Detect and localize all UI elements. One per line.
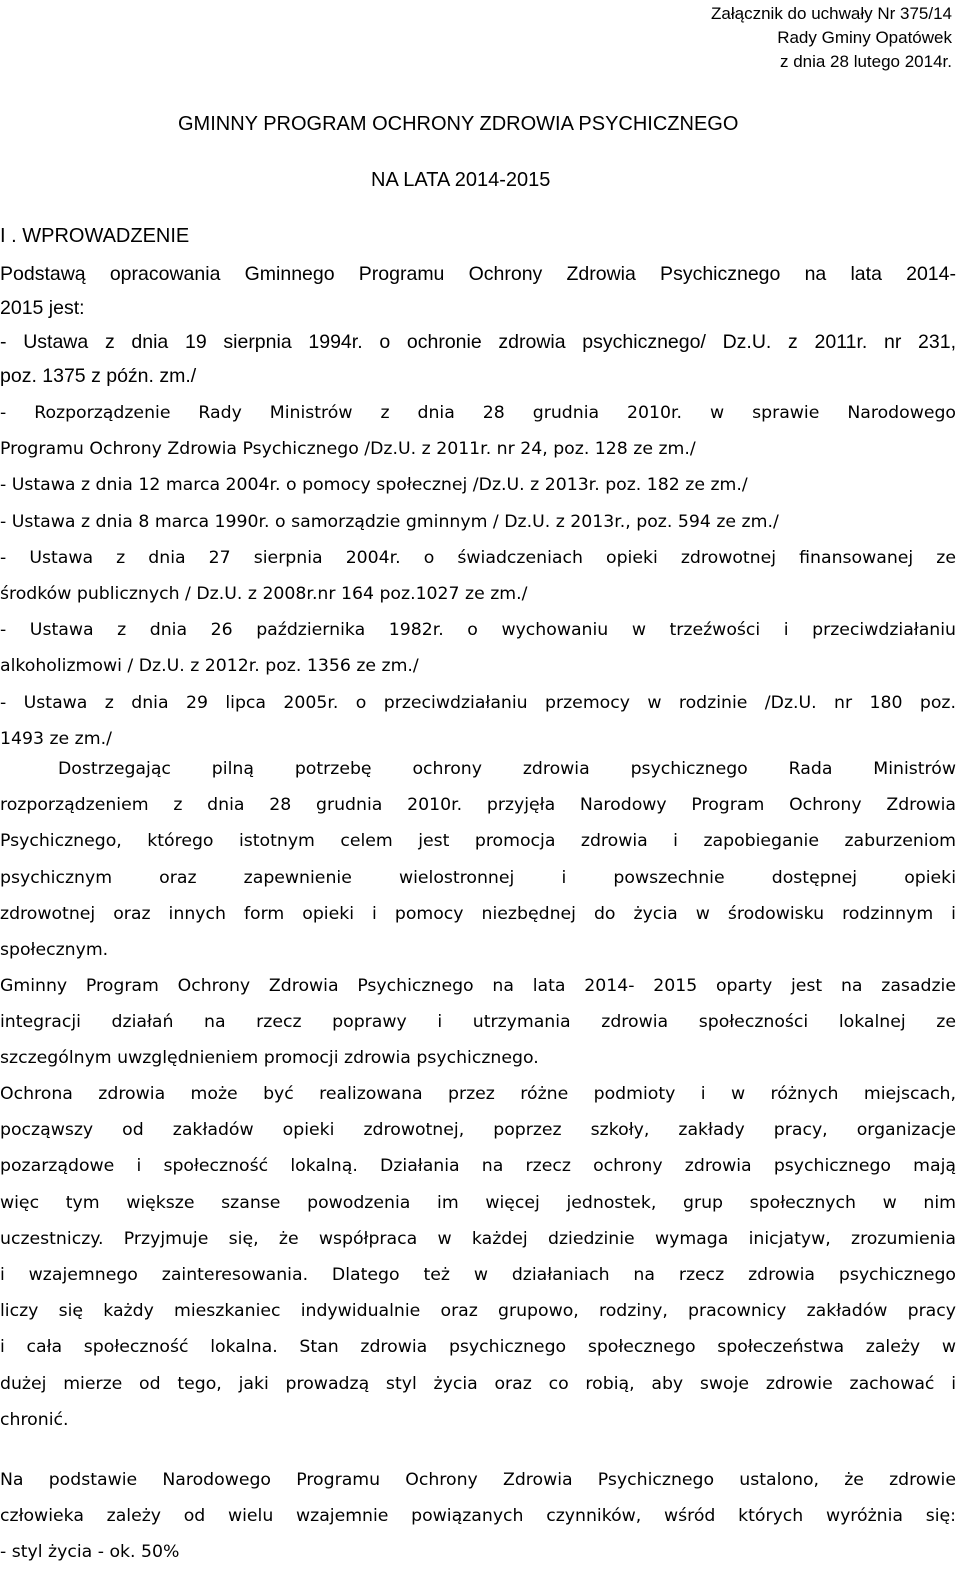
paragraph-line: dużej mierze od tego, jaki prowadzą styl życia oraz co robią, aby swoje zdrowie zachować i (0, 1373, 956, 1394)
intro-line: Podstawą opracowania Gminnego Programu Ochrony Zdrowia Psychicznego na lata 2014- (0, 263, 956, 285)
legal-act-line: - Ustawa z dnia 27 sierpnia 2004r. o świadczeniach opieki zdrowotnej finansowanej ze (0, 547, 956, 568)
legal-act-line: - Ustawa z dnia 12 marca 2004r. o pomocy społecznej /Dz.U. z 2013r. poz. 182 ze zm./ (0, 475, 748, 496)
legal-act-line: 1493 ze zm./ (0, 728, 112, 749)
paragraph-health-factors (0, 1462, 956, 1571)
paragraph-line: i wzajemnego zainteresowania. Dlatego też w działaniach na rzecz zdrowia psychicznego (0, 1265, 956, 1286)
paragraph-line: i cała społeczność lokalna. Stan zdrowia psychicznego społecznego społeczeństwa zależy w (0, 1337, 956, 1358)
paragraph-program-basis (0, 968, 956, 1077)
legal-act-line: - Ustawa z dnia 26 października 1982r. o wychowaniu w trzeźwości i przeciwdziałaniu (0, 620, 956, 641)
intro-text (0, 257, 956, 393)
paragraph-line: zdrowotnej oraz innych form opieki i pomocy niezbędnej do życia w środowisku rodzinnym i (0, 903, 956, 924)
paragraph-line: - styl życia - ok. 50% (0, 1542, 180, 1563)
paragraph-line: Dostrzegając pilną potrzebę ochrony zdrowia psychicznego Rada Ministrów (58, 759, 956, 779)
legal-act-line: - Ustawa z dnia 29 lipca 2005r. o przeciwdziałaniu przemocy w rodzinie /Dz.U. nr 180 poz. (0, 692, 956, 713)
paragraph-line: więc tym większe szanse powodzenia im więcej jednostek, grup społecznych w nim (0, 1192, 956, 1213)
document-subtitle: NA LATA 2014-2015 (371, 169, 551, 191)
paragraph-line: uczestniczy. Przyjmuje się, że współpraca w każdej dziedzinie wymaga inicjatyw, zrozumienia (0, 1228, 956, 1249)
paragraph-line: psychicznym oraz zapewnienie wielostronnej i powszechnie dostępnej opieki (0, 867, 956, 888)
attachment-note-line: z dnia 28 lutego 2014r. (779, 52, 952, 71)
paragraph-line: rozporządzeniem z dnia 28 grudnia 2010r. przyjęła Narodowy Program Ochrony Zdrowia (0, 795, 956, 816)
paragraph-line: człowieka zależy od wielu wzajemnie powiązanych czynników, wśród których wyróżnia się: (0, 1506, 956, 1527)
paragraph-line: Ochrona zdrowia może być realizowana przez różne podmioty i w różnych miejscach, (0, 1084, 956, 1104)
legal-acts-list (0, 395, 956, 757)
paragraph-line: pozarządowe i społeczność lokalną. Działania na rzecz ochrony zdrowia psychicznego mają (0, 1156, 956, 1177)
intro-line: poz. 1375 z późn. zm./ (0, 365, 197, 387)
legal-act-line: Programu Ochrony Zdrowia Psychicznego /Dz.U. z 2011r. nr 24, poz. 128 ze zm./ (0, 439, 696, 460)
paragraph-line: począwszy od zakładów opieki zdrowotnej, poprzez szkoły, zakłady pracy, organizacje (0, 1120, 956, 1141)
paragraph-line: chronić. (0, 1409, 69, 1430)
document-title: GMINNY PROGRAM OCHRONY ZDROWIA PSYCHICZNEGO (178, 113, 739, 135)
paragraph-program-background (0, 751, 956, 968)
paragraph-health-protection (0, 1076, 956, 1438)
legal-act-line: - Rozporządzenie Rady Ministrów z dnia 28 grudnia 2010r. w sprawie Narodowego (0, 403, 956, 423)
paragraph-line: społecznym. (0, 940, 109, 961)
intro-line: - Ustawa z dnia 19 sierpnia 1994r. o ochronie zdrowia psychicznego/ Dz.U. z 2011r. nr 231, (0, 331, 956, 353)
legal-act-line: środków publicznych / Dz.U. z 2008r.nr 164 poz.1027 ze zm./ (0, 584, 528, 605)
paragraph-line: liczy się każdy mieszkaniec indywidualnie oraz grupowo, rodziny, pracownicy zakładów pracy (0, 1301, 956, 1322)
attachment-note-line: Załącznik do uchwały Nr 375/14 (711, 4, 952, 23)
attachment-note (552, 2, 952, 74)
legal-act-line: - Ustawa z dnia 8 marca 1990r. o samorządzie gminnym / Dz.U. z 2013r., poz. 594 ze zm./ (0, 511, 779, 532)
attachment-note-line: Rady Gminy Opatówek (777, 28, 952, 47)
paragraph-line: Psychicznego, którego istotnym celem jest promocja zdrowia i zapobieganie zaburzeniom (0, 831, 956, 852)
paragraph-line: Gminny Program Ochrony Zdrowia Psychicznego na lata 2014- 2015 oparty jest na zasadzie (0, 976, 956, 996)
section-heading: I . WPROWADZENIE (0, 225, 190, 247)
legal-act-line: alkoholizmowi / Dz.U. z 2012r. poz. 1356 ze zm./ (0, 656, 419, 677)
paragraph-line: szczególnym uwzględnieniem promocji zdrowia psychicznego. (0, 1048, 539, 1069)
paragraph-line: Na podstawie Narodowego Programu Ochrony Zdrowia Psychicznego ustalono, że zdrowie (0, 1470, 956, 1490)
paragraph-line: integracji działań na rzecz poprawy i utrzymania zdrowia społeczności lokalnej ze (0, 1012, 956, 1033)
intro-line: 2015 jest: (0, 297, 85, 319)
